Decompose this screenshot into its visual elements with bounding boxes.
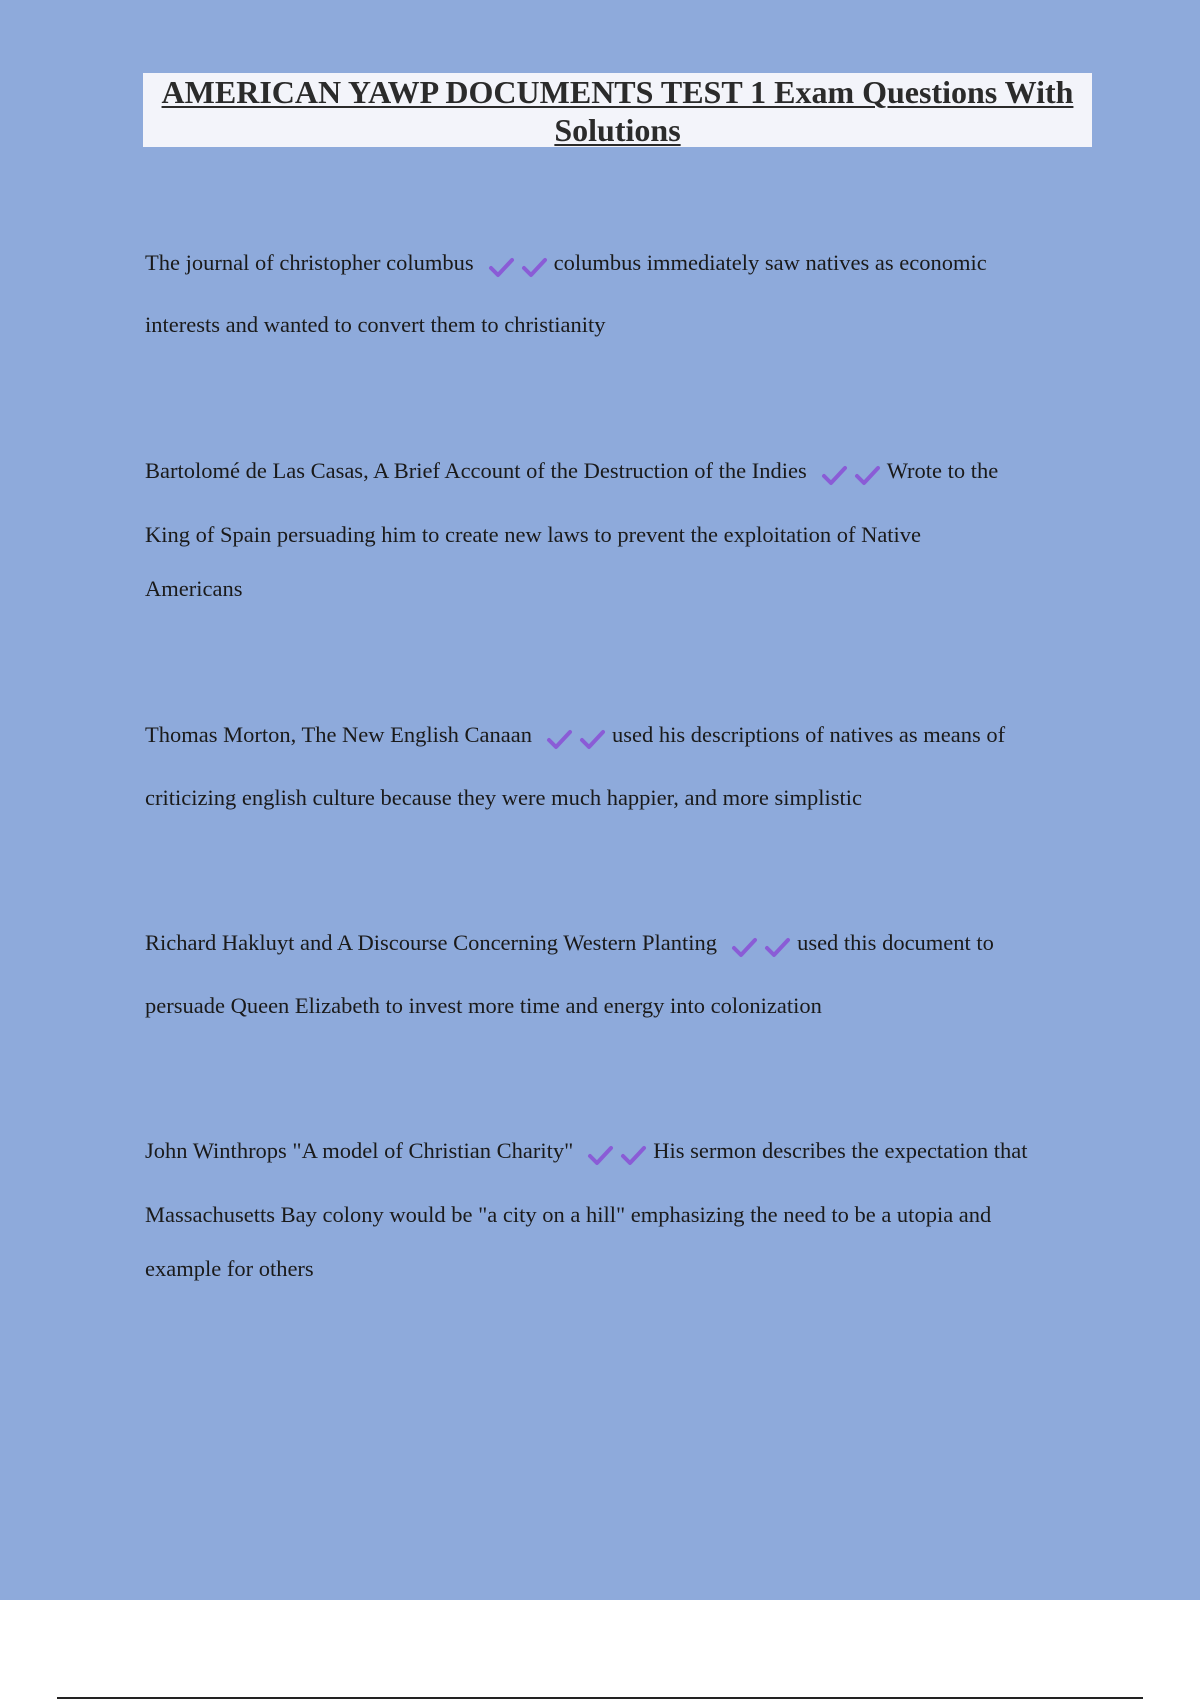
double-check-icon	[821, 455, 883, 491]
double-check-icon	[587, 1135, 649, 1171]
answer-line: criticizing english culture because they were much happier, and more simplistic	[145, 784, 862, 810]
qa-line	[145, 1133, 1095, 1171]
title-box	[143, 73, 1092, 147]
title-line-1: AMERICAN YAWP DOCUMENTS TEST 1 Exam Questions With	[161, 74, 1074, 110]
qa-item	[145, 1133, 1095, 1287]
qa-line	[145, 245, 1095, 283]
title-line-2: Solutions	[554, 112, 681, 148]
qa-line	[145, 453, 1095, 491]
qa-item	[145, 245, 1095, 343]
answer-text: used his descriptions of natives as means of	[612, 722, 1006, 747]
answer-line: persuade Queen Elizabeth to invest more time and energy into colonization	[145, 992, 822, 1018]
answer-text: used this document to	[797, 930, 994, 955]
footer-divider	[57, 1697, 1143, 1699]
qa-item	[145, 453, 1095, 607]
double-check-icon	[488, 247, 550, 283]
qa-line	[145, 717, 1095, 755]
answer-line: Massachusetts Bay colony would be "a city on a hill" emphasizing the need to be a utopia and	[145, 1201, 992, 1227]
qa-line	[145, 925, 1095, 963]
answer-line: King of Spain persuading him to create new laws to prevent the exploitation of Native	[145, 521, 922, 547]
question-text: Bartolomé de Las Casas, A Brief Account of the Destruction of the Indies	[145, 458, 807, 483]
answer-line: Americans	[145, 575, 243, 601]
answer-text: His sermon describes the expectation that	[653, 1138, 1028, 1163]
answer-text: columbus immediately saw natives as economic	[553, 250, 987, 275]
answer-line: interests and wanted to convert them to christianity	[145, 311, 606, 337]
answer-text: Wrote to the	[886, 458, 999, 483]
qa-item	[145, 717, 1095, 816]
question-text: John Winthrops "A model of Christian Charity"	[145, 1138, 574, 1163]
question-text: Thomas Morton, The New English Canaan	[145, 722, 533, 747]
answer-line: example for others	[145, 1255, 314, 1281]
question-text: The journal of christopher columbus	[145, 250, 474, 275]
double-check-icon	[546, 719, 608, 755]
document-title	[150, 73, 1085, 149]
qa-item	[145, 925, 1095, 1024]
question-text: Richard Hakluyt and A Discourse Concerning Western Planting	[145, 930, 718, 955]
double-check-icon	[731, 927, 793, 963]
